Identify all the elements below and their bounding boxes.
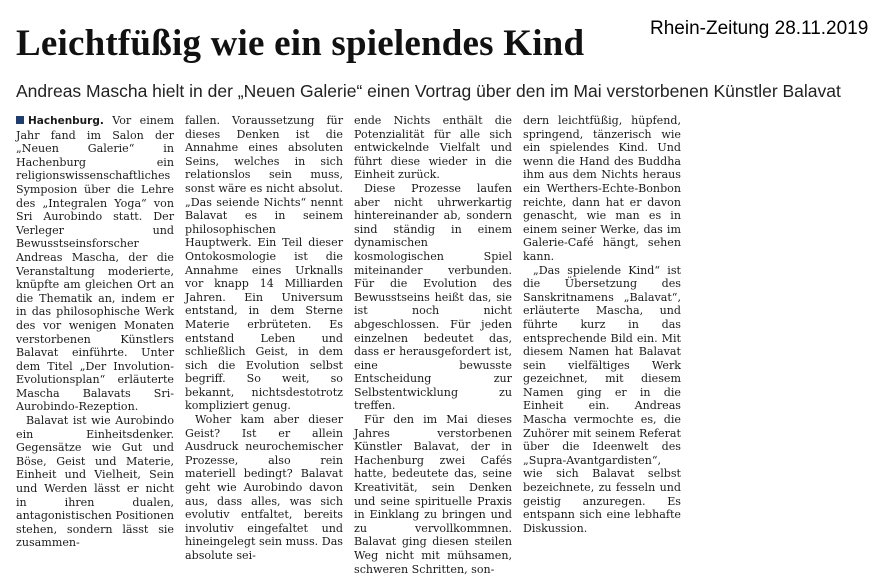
article-paragraph: Woher kam aber dieser Geist? Ist er allein Ausdruck neurochemischer Prozesse, also rein materiell bedingt? Balavat geht wie Aurobindo davon aus, dass alles, was sich evolutiv entfaltet, bereits involutiv eingefaltet und hineingelegt sein muss. Das absolute sei- bbox=[185, 413, 343, 562]
paragraph-text: Vor einem Jahr fand im Salon der „Neuen Galerie“ in Hachenburg ein religionswissenschaftliches Symposion über die Lehre des „Integralen Yoga“ von Sri Aurobindo statt. Der Verleger und Bewusstseinsforscher Andreas Mascha, der die Veranstaltung moderierte, knüpfte am gleichen Ort an die Thematik an, indem er in das philosophische Werk des vor wenigen Monaten verstorbenen Künstlers Balavat einführte. Unter dem Titel „Der Involution-Evolutionsplan“ erläuterte Mascha Balavats Sri-Aurobindo-Rezeption. bbox=[16, 114, 174, 414]
article-paragraph: Diese Prozesse laufen aber nicht uhrwerkartig hintereinander ab, sondern sind ständig in einem dynamischen kosmologischen Spiel miteinander verbunden. Für die Evolution des Bewusstseins heißt das, sie ist noch nicht abgeschlossen. Für jeden einzelnen bedeutet das, dass er herausgefordert ist, eine bewusste Entscheidung zur Selbstentwicklung zu treffen. bbox=[354, 181, 512, 413]
article-body bbox=[16, 114, 681, 576]
article-paragraph bbox=[16, 114, 174, 414]
article-paragraph: „Das spielende Kind“ ist die Übersetzung des Sanskritnamens „Balavat“, erläuterte Mascha, und führte kurz in das entsprechende Bild ein. Mit diesem Namen hat Balavat sein vielfältiges Werk gezeichnet, mit diesem Namen ging er in die Einheit ein. Andreas Mascha vermochte es, die Zuhörer mit seinem Referat über die Ideenwelt des „Supra-Avantgardisten“, wie sich Balavat selbst bezeichnete, zu fesseln und geistig anzuregen. Es entspann sich eine lebhafte Diskussion. bbox=[523, 263, 681, 535]
article-column-3 bbox=[354, 114, 512, 576]
article-column-1 bbox=[16, 114, 174, 576]
article-subheadline: Andreas Mascha hielt in der „Neuen Galerie“ einen Vortrag über den im Mai verstorbenen Künstler Balavat bbox=[16, 81, 841, 101]
article-paragraph: fallen. Voraussetzung für dieses Denken ist die Annahme eines absoluten Seins, welches in sich relationslos sein muss, sonst wäre es nicht absolut. „Das seiende Nichts“ nennt Balavat es in seinem philosophischen Hauptwerk. Ein Teil dieser Ontokosmologie ist die Annahme eines Urknalls vor knapp 14 Milliarden Jahren. Ein Universum entstand, in dem Sterne Materie erbrüteten. Es entstand Leben und schließlich Geist, in dem sich die Evolution selbst begriff. So weit, so bekannt, nichtsdestotrotz kompliziert genug. bbox=[185, 114, 343, 413]
dateline: Hachenburg. bbox=[28, 115, 104, 127]
dateline-marker-icon bbox=[16, 116, 24, 124]
article-paragraph: Für den im Mai dieses Jahres verstorbenen Künstler Balavat, der in Hachenburg zwei Cafés hatte, bedeutete das, seine Kreativität, sein Denken und seine spirituelle Praxis in Einklang zu bringen und zu vervollkommnen. Balavat ging diesen steilen Weg nicht mit mühsamen, schweren Schritten, son- bbox=[354, 413, 512, 576]
article-paragraph: ende Nichts enthält die Potenzialität für alle sich entwickelnde Vielfalt und führt diese wieder in die Einheit zurück. bbox=[354, 114, 512, 182]
source-label: Rhein-Zeitung 28.11.2019 bbox=[650, 18, 869, 39]
article-paragraph: Balavat ist wie Aurobindo ein Einheitsdenker. Gegensätze wie Gut und Böse, Geist und Materie, Einheit und Vielheit, Sein und Werden lässt er nicht in ihren dualen, antagonistischen Positionen stehen, sondern lässt sie zusammen- bbox=[16, 414, 174, 550]
article-headline: Leichtfüßig wie ein spielendes Kind bbox=[16, 23, 585, 64]
article-column-4 bbox=[523, 114, 681, 576]
article-column-2 bbox=[185, 114, 343, 576]
article-paragraph: dern leichtfüßig, hüpfend, springend, tänzerisch wie ein spielendes Kind. Und wenn die Hand des Buddha ihm aus dem Nichts heraus ein Werthers-Echte-Bonbon reichte, dann hat er davon genascht, wie man es in einem seiner Werke, das im Galerie-Café hängt, sehen kann. bbox=[523, 114, 681, 263]
